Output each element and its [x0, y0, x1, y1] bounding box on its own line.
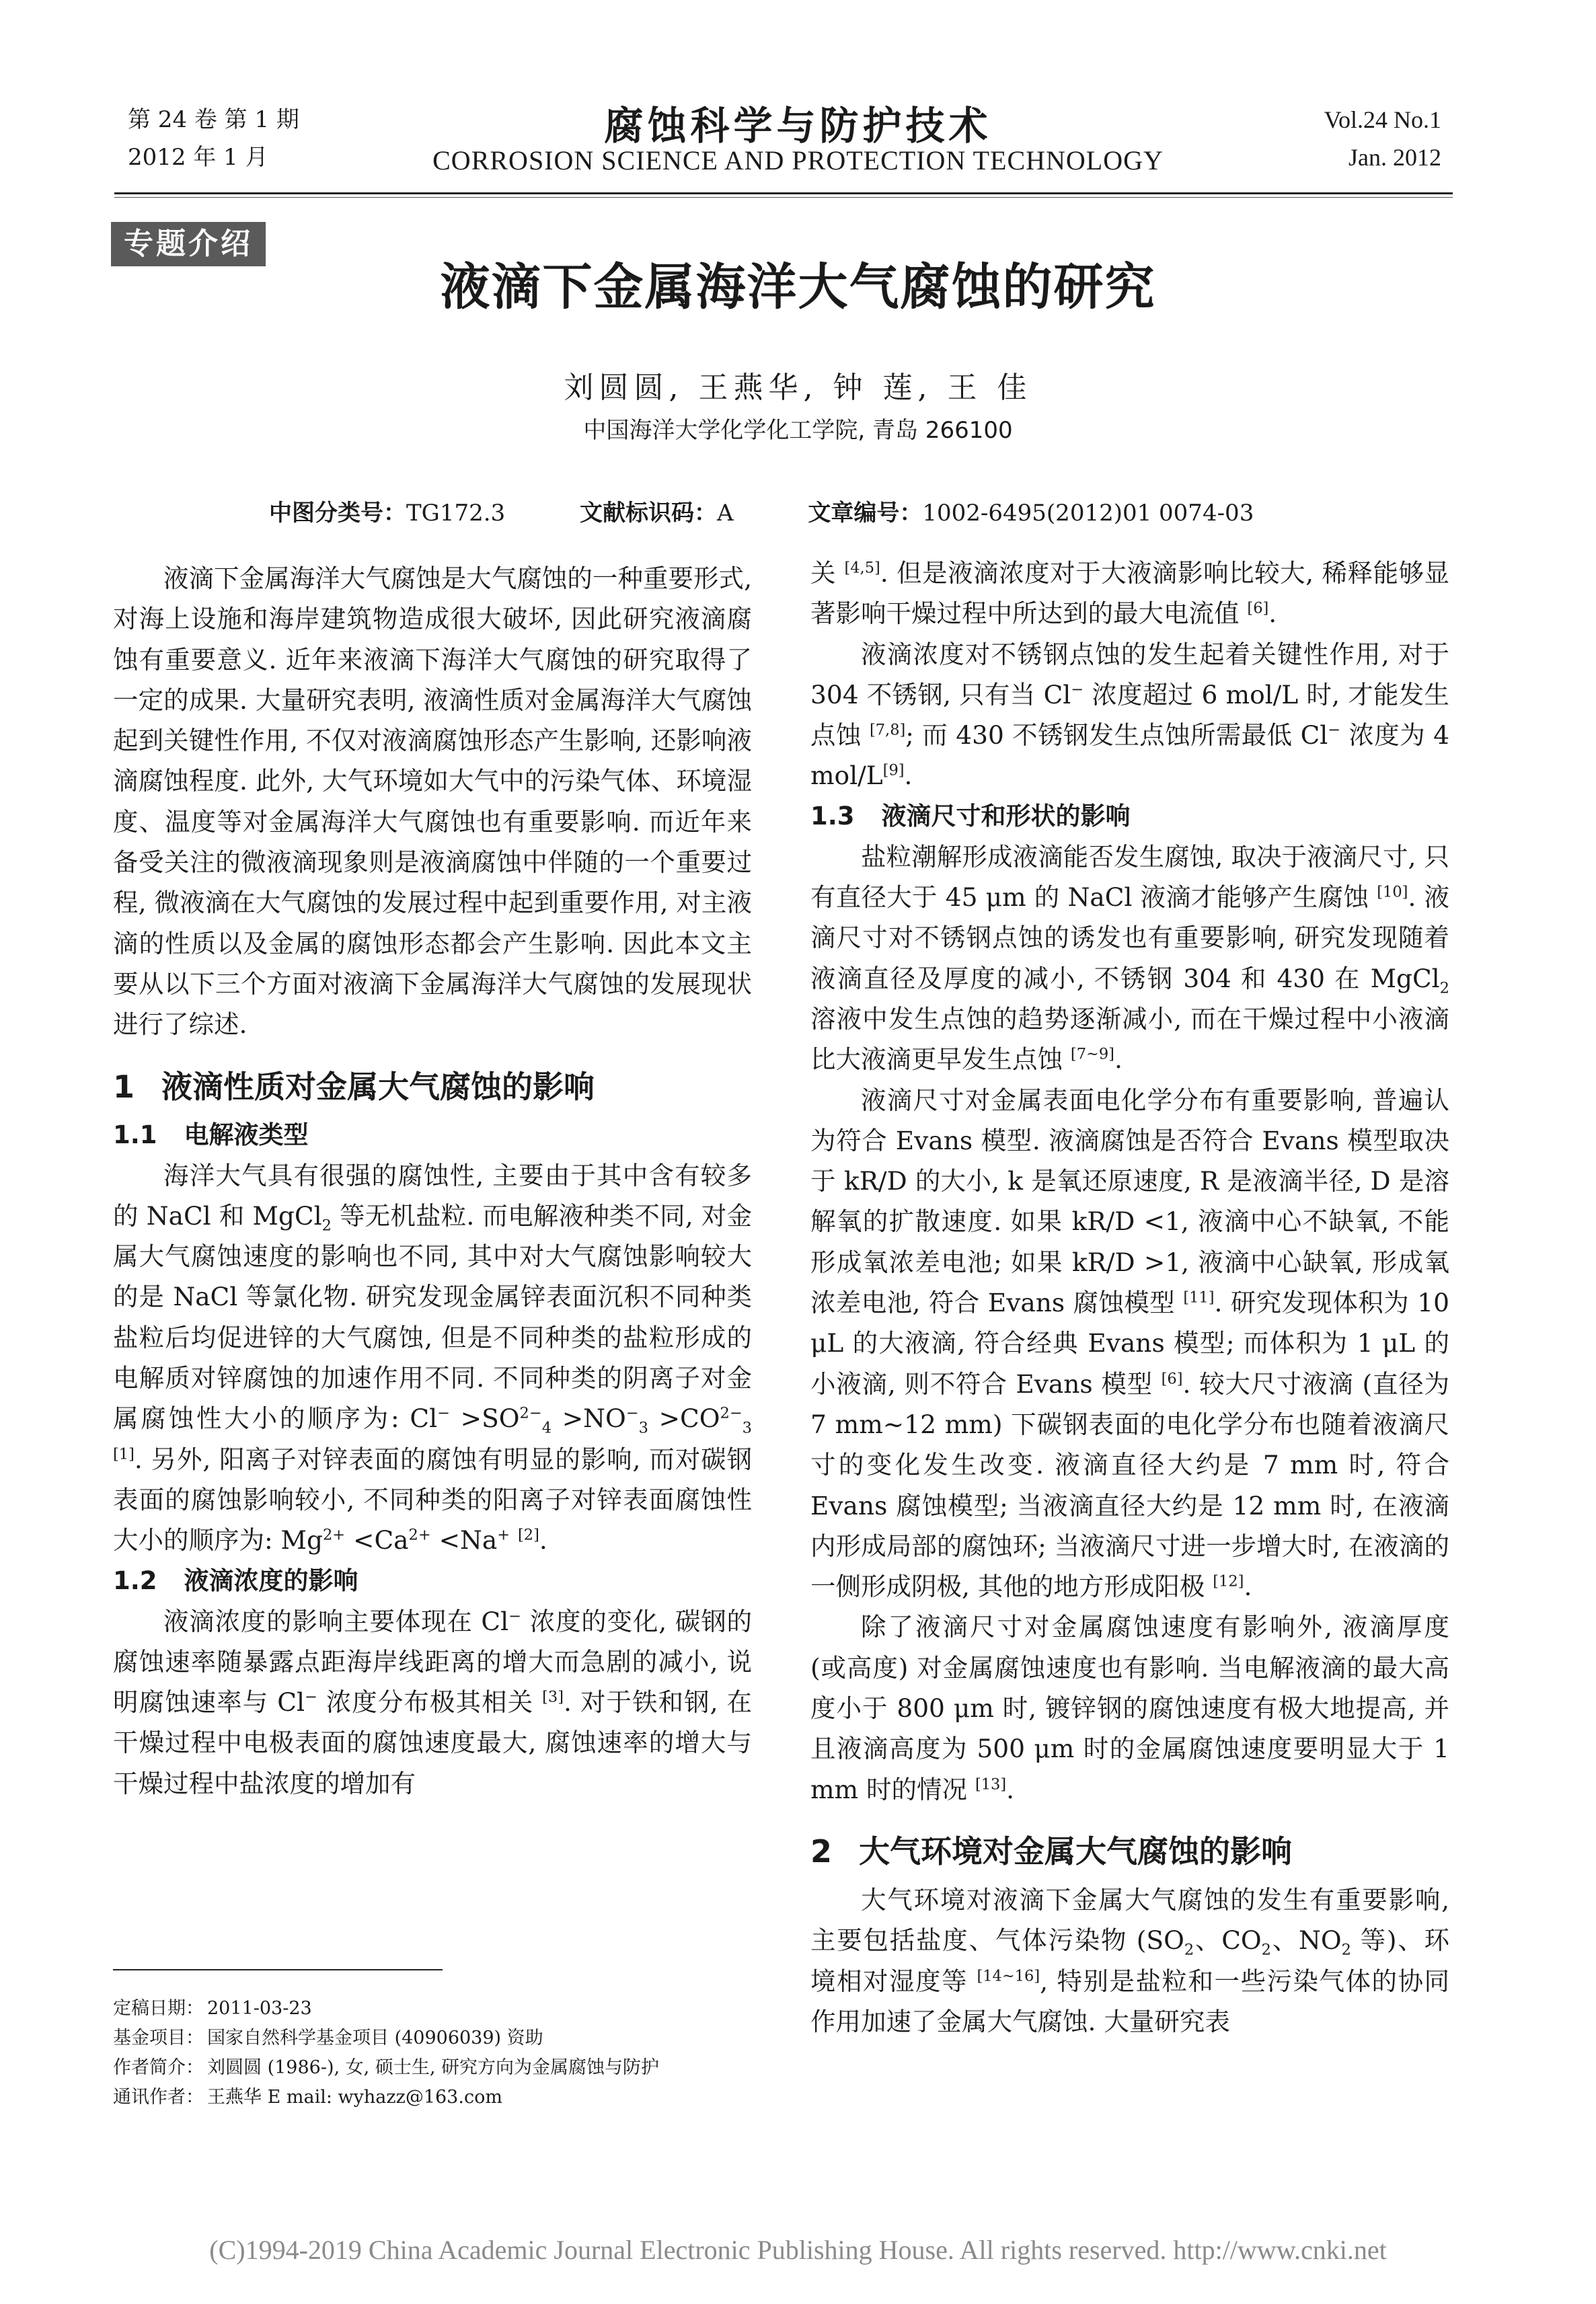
right-column: [810, 553, 1449, 2042]
issue-date: 2012 年 1 月: [128, 144, 268, 171]
article-no-value: 1002-6495(2012)01 0074-03: [922, 500, 1254, 527]
paragraph-stainless: 液滴浓度对不锈钢点蚀的发生起着关键性作用, 对于 304 不锈钢, 只有当 Cl− 浓度超过 6 mol/L 时, 才能发生点蚀 [7,8]; 而 430 不锈钢发生点蚀所需最低 Cl− 浓度为 4 mol/L[9].: [810, 639, 1450, 791]
citation: [6]: [1161, 1370, 1183, 1388]
section-title: 液滴性质对金属大气腐蚀的影响: [161, 1068, 595, 1105]
left-column: [113, 558, 752, 1804]
citation: [9]: [882, 761, 905, 779]
authors: 刘圆圆, 王燕华, 钟 莲, 王 佳: [564, 371, 1032, 405]
header-rule: [114, 192, 1453, 194]
section-number: 2: [810, 1833, 833, 1870]
issue-info-en: [1324, 101, 1441, 176]
section-number: 1.2: [113, 1566, 157, 1595]
footnote-rule: [113, 1969, 443, 1970]
doc-label: 文献标识码：: [580, 500, 717, 527]
doc-value: A: [717, 500, 734, 527]
paragraph-1-2: 液滴浓度的影响主要体现在 Cl− 浓度的变化, 碳钢的腐蚀速率随暴露点距海岸线距离的增大而急剧的减小, 说明腐蚀速率与 Cl− 浓度分布极其相关 [3]. 对于铁和钢, 在干燥过程中电极表面的腐蚀速度最大, 腐蚀速率的增大与干燥过程中盐浓度的增加有: [113, 1606, 752, 1798]
citation: [14~16]: [977, 1967, 1040, 1985]
section-title: 电解液类型: [184, 1120, 309, 1149]
footnote-author-bio: 作者简介： 刘圆圆 (1986-), 女, 硕士生, 研究方向为金属腐蚀与防护: [113, 2057, 659, 2078]
citation: [12]: [1213, 1572, 1244, 1590]
paragraph-continued: 关 [4,5]. 但是液滴浓度对于大液滴影响比较大, 稀释能够显著影响干燥过程中所达到的最大电流值 [6].: [810, 558, 1450, 629]
section-1-heading: [113, 1065, 752, 1108]
section-2-heading: [810, 1830, 1449, 1873]
volume-issue-en: Vol.24 No.1: [1324, 106, 1441, 133]
citation: [2]: [518, 1526, 539, 1544]
section-number: 1: [113, 1068, 135, 1105]
section-1-1-heading: [113, 1115, 752, 1155]
citation: [4,5]: [844, 559, 880, 577]
copyright-line: (C)1994-2019 China Academic Journal Electronic Publishing House. All rights reserved. http://www.cnki.net: [209, 2235, 1387, 2265]
column-tag: 专题介绍: [111, 222, 266, 266]
footnote-received: 定稿日期： 2011-03-23: [113, 1998, 312, 2019]
article-no-label: 文章编号：: [808, 500, 923, 527]
paragraph-1-3c: 除了液滴尺寸对金属腐蚀速度有影响外, 液滴厚度 (或高度) 对金属腐蚀速度也有影响. 当电解液滴的最大高度小于 800 μm 时, 镀锌钢的腐蚀速度有极大地提高, 并且液滴高度为 500 μm 时的金属腐蚀速度要明显大于 1 mm 时的情况 [13].: [810, 1612, 1449, 1804]
section-title: 液滴尺寸和形状的影响: [881, 801, 1131, 831]
section-number: 1.3: [810, 801, 855, 831]
paragraph-2: 大气环境对液滴下金属大气腐蚀的发生有重要影响, 主要包括盐度、气体污染物 ($SO_2$、$CO_2$、$NO_2$ 等)、环境相对湿度等 [14~16], 特别是盐粒和一些污染气体的协同作用加速了金属大气腐蚀. 大量研究表: [810, 1884, 1450, 2036]
citation: [1]: [113, 1445, 135, 1463]
paragraph-1-1: 海洋大气具有很强的腐蚀性, 主要由于其中含有较多的 NaCl 和 MgCl$_2$ 等无机盐粒. 而电解液种类不同, 对金属大气腐蚀速度的影响也不同, 其中对大气腐蚀影响较大的是 NaCl 等氯化物. 研究发现金属锌表面沉积不同种类盐粒后均促进锌的大气腐蚀, 但是不同种类的盐粒形成的电解质对锌腐蚀的加速作用不同. 不同种类的阴离子对金属腐蚀性大小的顺序为: $Cl^- >SO^{2-}_4 >NO^-_3 >CO^{2-}_3$ [1]. 另外, 阳离子对锌表面的腐蚀有明显的影响, 而对碳钢表面的腐蚀影响较小, 不同种类的阳离子对锌表面腐蚀性大小的顺序为: $Mg^{2+} <Ca^{2+} <Na^+$ [2].: [113, 1160, 752, 1556]
footnote-contact: 通讯作者： 王燕华 E mail: wyhazz@163.com: [113, 2087, 502, 2108]
citation: [7~9]: [1070, 1045, 1114, 1063]
classification-line: [269, 494, 1254, 527]
citation: [6]: [1247, 599, 1269, 617]
footnote-fund: 基金项目： 国家自然科学基金项目 (40906039) 资助: [113, 2028, 543, 2048]
journal-title-zh: 腐蚀科学与防护技术: [604, 103, 992, 149]
citation: [7,8]: [869, 721, 906, 739]
footnotes: [113, 1994, 752, 2112]
section-title: 大气环境对金属大气腐蚀的影响: [859, 1833, 1293, 1870]
intro-paragraph: 液滴下金属海洋大气腐蚀是大气腐蚀的一种重要形式, 对海上设施和海岸建筑物造成很大破坏, 因此研究液滴腐蚀有重要意义. 近年来液滴下海洋大气腐蚀的研究取得了一定的成果. 大量研究表明, 液滴性质对金属海洋大气腐蚀起到关键性作用, 不仅对液滴腐蚀形态产生影响, 还影响液滴腐蚀程度. 此外, 大气环境如大气中的污染气体、环境湿度、温度等对金属海洋大气腐蚀也有重要影响. 而近年来备受关注的微液滴现象则是液滴腐蚀中伴随的一个重要过程, 微液滴在大气腐蚀的发展过程中起到重要作用, 对主液滴的性质以及金属的腐蚀形态都会产生影响. 因此本文主要从以下三个方面对液滴下金属海洋大气腐蚀的发展现状进行了综述.: [113, 564, 752, 1040]
citation: [13]: [975, 1775, 1007, 1794]
citation: [11]: [1183, 1289, 1215, 1307]
clc-value: TG172.3: [406, 500, 506, 527]
citation: [3]: [542, 1688, 564, 1706]
section-number: 1.1: [113, 1120, 157, 1149]
section-title: 液滴浓度的影响: [184, 1566, 358, 1595]
paragraph-1-3b: 液滴尺寸对金属表面电化学分布有重要影响, 普遍认为符合 Evans 模型. 液滴腐蚀是否符合 Evans 模型取决于 kR/D 的大小, k 是氧还原速度, R 是液滴半径, D 是溶解氧的扩散速度. 如果 kR/D <1, 液滴中心不缺氧, 不能形成氧浓差电池; 如果 kR/D >1, 液滴中心缺氧, 形成氧浓差电池, 符合 Evans 腐蚀模型 [11]. 研究发现体积为 10 μL 的大液滴, 符合经典 Evans 模型; 而体积为 1 μL 的小液滴, 则不符合 Evans 模型 [6]. 较大尺寸液滴 (直径为 7 mm~12 mm) 下碳钢表面的电化学分布也随着液滴尺寸的变化发生改变. 液滴直径大约是 7 mm 时, 符合 Evans 腐蚀模型; 当液滴直径大约是 12 mm 时, 在液滴内形成局部的腐蚀环; 当液滴尺寸进一步增大时, 在液滴的一侧形成阴极, 其他的地方形成阳极 [12].: [810, 1085, 1450, 1602]
section-1-3-heading: [810, 796, 1449, 837]
clc-label: 中图分类号：: [269, 500, 406, 527]
section-1-2-heading: [113, 1561, 752, 1601]
paragraph-1-3a: 盐粒潮解形成液滴能否发生腐蚀, 取决于液滴尺寸, 只有直径大于 45 μm 的 NaCl 液滴才能够产生腐蚀 [10]. 液滴尺寸对不锈钢点蚀的诱发也有重要影响, 研究发现随着液滴直径及厚度的减小, 不锈钢 304 和 430 在 MgCl$_2$ 溶液中发生点蚀的趋势逐渐减小, 而在干燥过程中小液滴比大液滴更早发生点蚀 [7~9].: [810, 841, 1450, 1075]
journal-title-en: CORROSION SCIENCE AND PROTECTION TECHNOLOGY: [432, 145, 1164, 176]
volume-issue: 第 24 卷 第 1 期: [128, 106, 299, 133]
header-rule-thin: [114, 197, 1453, 198]
article-title: 液滴下金属海洋大气腐蚀的研究: [440, 258, 1156, 316]
issue-date-en: Jan. 2012: [1348, 144, 1441, 171]
citation: [10]: [1377, 883, 1408, 901]
affiliation: 中国海洋大学化学化工学院, 青岛 266100: [583, 417, 1013, 444]
